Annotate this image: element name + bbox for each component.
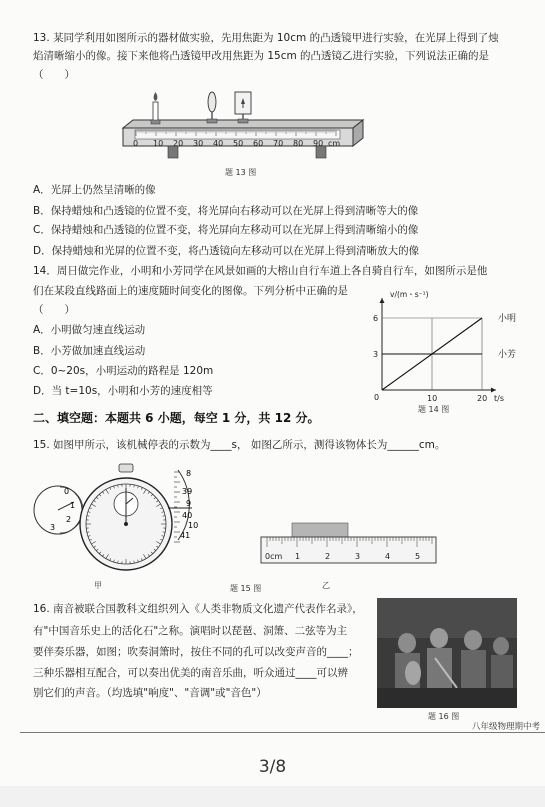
stopwatch-inner-1: 1	[70, 501, 76, 510]
ruler-tick-label: 5	[415, 552, 421, 561]
q14-option-d: D．当 t=10s，小明和小芳的速度相等	[33, 385, 213, 397]
bench-unit-label: cm	[328, 139, 341, 148]
bench-tick-label: 50	[233, 139, 244, 148]
ruler-figure	[255, 515, 445, 575]
q16-line4a: 三种乐器相互配合，可以奏出优美的南音乐曲，听众通过	[33, 667, 296, 679]
q15-line	[33, 438, 445, 452]
bench-tick-label: 20	[173, 139, 184, 148]
light-screen-icon	[235, 92, 251, 123]
q16-line4b: 可以辨	[316, 667, 348, 679]
bench-tick-label: 80	[293, 139, 304, 148]
convex-lens-icon	[207, 92, 217, 123]
origin-label: 0	[374, 393, 380, 402]
page-number: 3/8	[258, 757, 287, 777]
q16-blank-2: ____	[295, 667, 317, 679]
bench-tick-label: 40	[213, 139, 224, 148]
x-axis-label: t/s	[494, 394, 504, 403]
y-tick-label: 6	[373, 314, 379, 323]
q14-option-c: C．0~20s，小明运动的路程是 120m	[33, 365, 214, 377]
series-label: 小芳	[498, 350, 517, 360]
q13-line2: 焰清晰缩小的像。接下来他将凸透镜甲改用焦距为 15cm 的凸透镜乙进行实验，下列说法正确的是	[33, 50, 490, 62]
label-jia: 甲	[94, 581, 102, 590]
stopwatch-outer-0: 8	[186, 469, 192, 478]
stopwatch-inner-3: 3	[50, 523, 56, 532]
bench-tick-label: 70	[273, 139, 284, 148]
ruler-tick-label: 2	[325, 552, 331, 561]
y-axis-arrow	[380, 298, 385, 303]
q15-text-c: cm。	[418, 439, 446, 451]
footer-exam-title: 八年级物理期中考	[472, 722, 541, 732]
q15-figure-caption: 题 15 图	[230, 584, 262, 593]
ruler-tick-label: 3	[355, 552, 361, 561]
q16-line4	[33, 666, 348, 680]
q13-option-c: C．保持蜡烛和凸透镜的位置不变，将光屏向左移动可以在光屏上得到清晰缩小的像	[33, 224, 419, 236]
q14-figure-caption: 题 14 图	[418, 405, 450, 414]
label-yi: 乙	[322, 581, 330, 590]
q15-blank-2: ______	[387, 439, 419, 451]
ruler-tick-label: 1	[295, 552, 301, 561]
q14-line1: 14．周日做完作业，小明和小芳同学在风景如画的大榕山自行车道上各自骑自行车，如图所示是他	[33, 265, 488, 277]
q13-figure-caption: 题 13 图	[225, 168, 257, 177]
ruler-tick-label: 4	[385, 552, 391, 561]
bench-tick-label: 0	[133, 139, 139, 148]
q16-line3b: ；	[348, 646, 359, 658]
q14-answer-blank: （ ）	[33, 304, 75, 316]
q16-line3a: 要伴奏乐器，如图；吹奏洞箫时，按住不同的孔可以改变声音的	[33, 646, 327, 658]
q15-text-a: 15. 如图甲所示，该机械停表的示数为	[33, 439, 211, 451]
optical-bench-figure	[120, 90, 365, 170]
q16-line3	[33, 645, 359, 659]
stopwatch-outer-1: 39	[182, 487, 193, 496]
viewer-bottom-bar	[0, 786, 545, 807]
nanyin-photo	[377, 598, 517, 708]
bench-tick-label: 60	[253, 139, 264, 148]
q16-figure-caption: 题 16 图	[428, 712, 460, 721]
stopwatch-inner-0: 0	[64, 487, 70, 496]
x-tick-label: 10	[427, 394, 438, 403]
section-title: 二、填空题：本题共 6 小题，每空 1 分，共 12 分。	[33, 411, 320, 425]
q13-answer-blank: （ ）	[33, 69, 75, 81]
q16-line2: 有"中国音乐史上的活化石"之称。演唱时以琵琶、洞箫、二弦等为主	[33, 625, 348, 637]
footer-divider	[20, 732, 545, 733]
q16-line5: 别它们的声音。（均选填"响度"、"音调"或"音色"）	[33, 687, 267, 699]
x-tick-label: 20	[477, 394, 488, 403]
series-label: 小明	[498, 314, 517, 324]
q13-line1: 13. 某同学利用如图所示的器材做实验，先用焦距为 10cm 的凸透镜甲进行实验，在光屏上得到了烛	[33, 32, 499, 44]
q16-blank-1: ____	[327, 646, 348, 658]
x-axis-arrow	[491, 388, 496, 393]
candle-icon	[151, 92, 160, 124]
q13-option-b: B．保持蜡烛和凸透镜的位置不变，将光屏向右移动可以在光屏上得到清晰等大的像	[33, 205, 419, 217]
bench-tick-label: 10	[153, 139, 164, 148]
stopwatch-outer-2: 9	[186, 499, 192, 508]
y-axis-label: v/(m・s⁻¹)	[390, 290, 429, 299]
bench-tick-label: 30	[193, 139, 204, 148]
stopwatch-outer-3: 40	[182, 511, 193, 520]
stopwatch-inner-2: 2	[66, 515, 72, 524]
q14-option-b: B．小芳做加速直线运动	[33, 345, 146, 357]
q15-text-b: s， 如图乙所示，测得该物体长为	[231, 439, 388, 451]
q13-option-d: D．保持蜡烛和光屏的位置不变，将凸透镜向左移动可以在光屏上得到清晰放大的像	[33, 245, 420, 257]
q15-blank-1: ____	[210, 439, 232, 451]
bench-tick-label: 90	[313, 139, 324, 148]
ruler-tick-label: 0cm	[265, 552, 283, 561]
q14-line2: 们在某段直线路面上的速度随时间变化的图像。下列分析中正确的是	[33, 285, 348, 297]
q16-line1: 16. 南音被联合国教科文组织列入《人类非物质文化遗产代表作名录》，	[33, 603, 363, 615]
q13-option-a: A．光屏上仍然呈清晰的像	[33, 184, 156, 196]
stopwatch-outer-5: 41	[180, 531, 191, 540]
velocity-time-chart	[360, 285, 520, 405]
stopwatch-figure	[30, 460, 230, 580]
y-tick-label: 3	[373, 350, 379, 359]
stopwatch-outer-4: 10	[188, 521, 199, 530]
q14-option-a: A．小明做匀速直线运动	[33, 324, 146, 336]
